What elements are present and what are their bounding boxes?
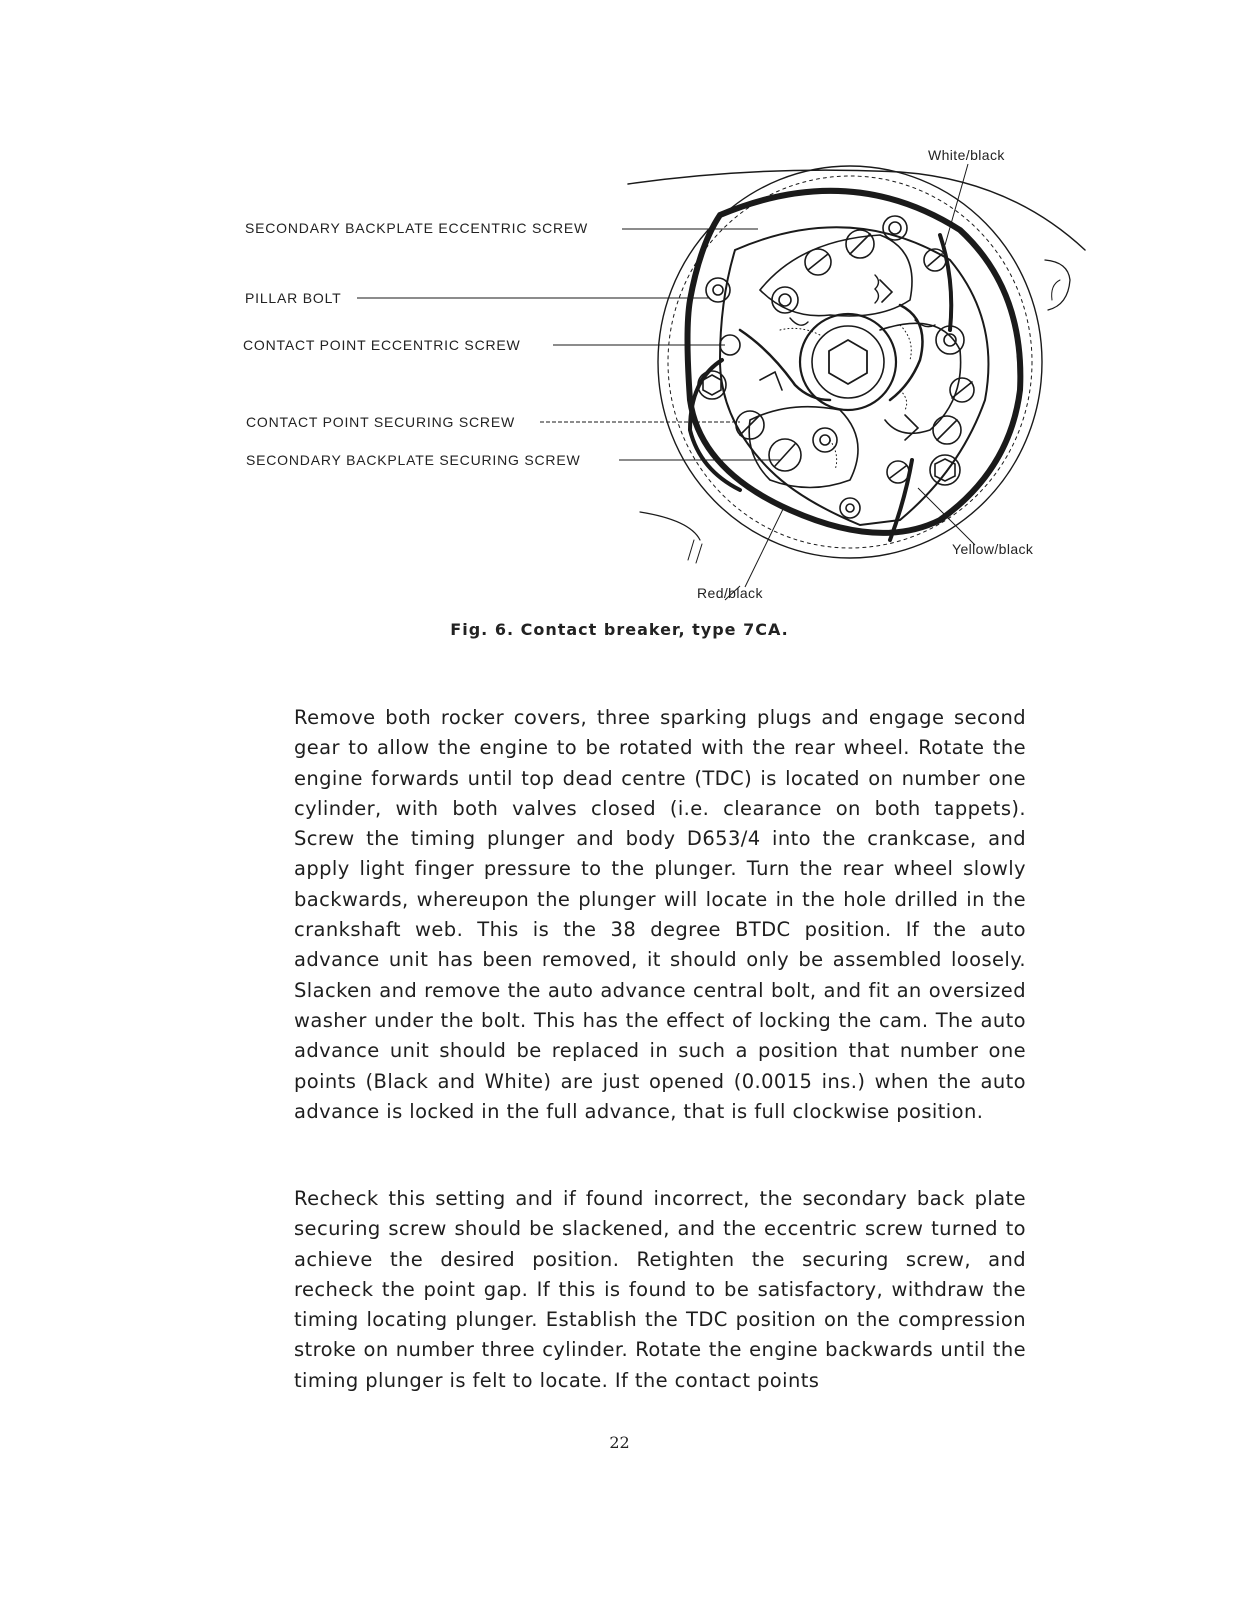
page-number: 22 [609, 1433, 630, 1452]
figure-caption: Fig. 6. Contact breaker, type 7CA. [450, 620, 789, 639]
label-yellow-black-wire: Yellow/black [952, 541, 1034, 557]
body-paragraph-1: Remove both rocker covers, three sparking plugs and engage second gear to allow the engine to be rotated with the rear wheel. Rotate the engine forwards until top dead centre (TDC) is located on number one cylinder, with both valves closed (i.e. clearance on both tappets). Screw the timing plunger and body D653/4 into the crankcase, and apply light finger pressure to the plunger. Turn the rear wheel slowly backwards, whereupon the plunger will locate in the hole drilled in the crankshaft web. This is the 38 degree BTDC position. If the auto advance unit has been removed, it should only be assembled loosely. Slacken and remove the auto advance central bolt, and fit an oversized washer under the bolt. This has the effect of locking the cam. The auto advance unit should be replaced in such a position that number one points (Black and White) are just opened (0.0015 ins.) when the auto advance is locked in the full advance, that is full clockwise position. [294, 706, 1026, 1123]
label-secondary-backplate-securing-screw: SECONDARY BACKPLATE SECURING SCREW [246, 452, 581, 468]
contact-breaker-illustration [0, 0, 1239, 620]
label-pillar-bolt: PILLAR BOLT [245, 290, 342, 306]
label-red-black-wire: Red/black [697, 585, 763, 601]
contact-breaker-figure [0, 0, 1239, 620]
body-paragraph-2: Recheck this setting and if found incorrect, the secondary back plate securing screw should be slackened, and the eccentric screw turned to achieve the desired position. Retighten the securing screw, and recheck the point gap. If this is found to be satisfactory, withdraw the timing locating plunger. Establish the TDC position on the compression stroke on number three cylinder. Rotate the engine backwards until the timing plunger is felt to locate. If the contact points [294, 1187, 1026, 1392]
label-contact-point-securing-screw: CONTACT POINT SECURING SCREW [246, 414, 515, 430]
label-secondary-backplate-eccentric-screw: SECONDARY BACKPLATE ECCENTRIC SCREW [245, 220, 589, 236]
label-white-black-wire: White/black [928, 147, 1005, 163]
label-contact-point-eccentric-screw: CONTACT POINT ECCENTRIC SCREW [243, 337, 521, 353]
